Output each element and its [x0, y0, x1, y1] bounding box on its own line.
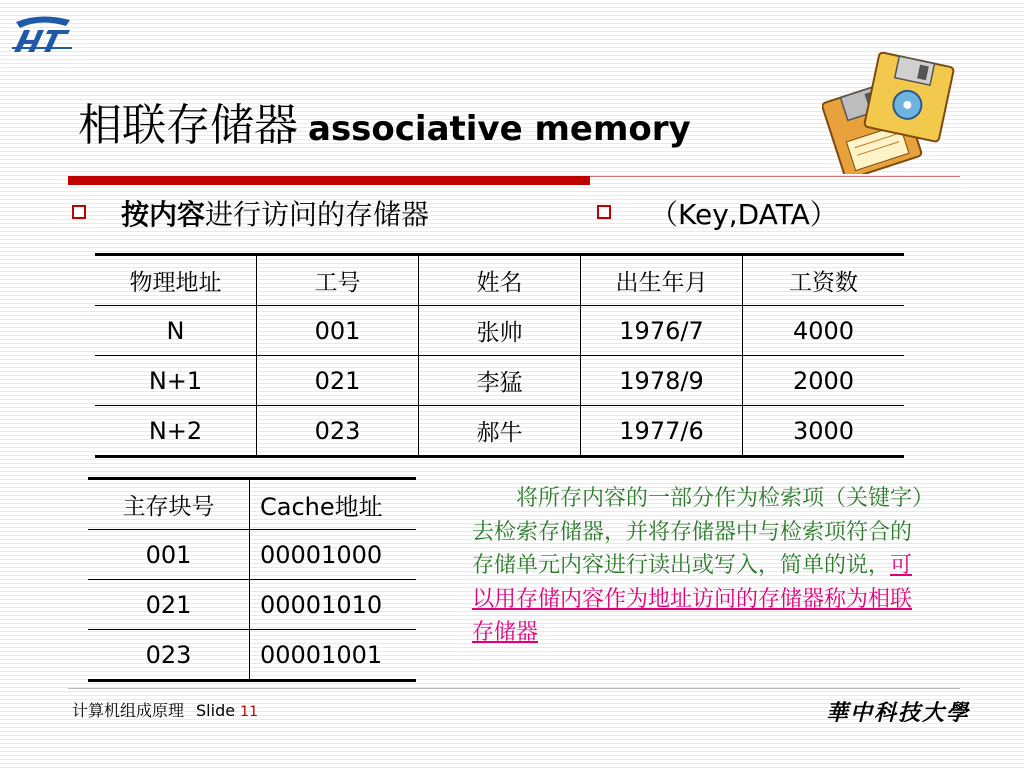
table-cell: 李猛: [419, 356, 581, 406]
cache-mapping-table: [88, 477, 416, 682]
table-header-cell: 物理地址: [95, 255, 257, 306]
footer-divider: [68, 688, 960, 689]
table-cell: 00001001: [250, 630, 417, 681]
table-header-cell: 工号: [257, 255, 419, 306]
hollow-square-bullet-icon: [597, 205, 611, 219]
university-name: 華中科技大學: [826, 700, 971, 726]
table-header-cell: 主存块号: [88, 479, 250, 530]
table-cell: 3000: [743, 406, 905, 457]
table-cell: 001: [88, 530, 250, 580]
title-en: associative memory: [308, 109, 691, 149]
table-cell: 1978/9: [581, 356, 743, 406]
table-header-cell: 姓名: [419, 255, 581, 306]
footer-left: [72, 698, 258, 721]
table-cell: 023: [88, 630, 250, 681]
floppy-disk-icon: [822, 52, 958, 174]
table-header-cell: 出生年月: [581, 255, 743, 306]
table-row: [88, 530, 416, 580]
course-name: 计算机组成原理: [72, 701, 185, 720]
paragraph-text: 将所存内容的一部分作为检索项（关键字）去检索存储器，并将存储器中与检索项符合的存储单元内容进行读出或写入，简单的说，: [472, 486, 924, 578]
table-cell: 郝牛: [419, 406, 581, 457]
table-header-cell: 工资数: [743, 255, 905, 306]
slide-number: 11: [240, 704, 258, 720]
page-title: [78, 100, 691, 151]
bullet-content-access: [121, 193, 429, 233]
table-row: [88, 630, 416, 681]
table-cell: N+1: [95, 356, 257, 406]
table-row: [95, 406, 904, 457]
table-cell: 张帅: [419, 306, 581, 356]
definition-link[interactable]: 可以用存储内容作为地址访问的存储器称为相联存储器: [472, 553, 913, 645]
definition-paragraph: [472, 482, 932, 650]
table-cell: 021: [257, 356, 419, 406]
table-row: [95, 306, 904, 356]
table-cell: 2000: [743, 356, 905, 406]
table-cell: 4000: [743, 306, 905, 356]
table-cell: 021: [88, 580, 250, 630]
table-cell: 001: [257, 306, 419, 356]
table-cell: N: [95, 306, 257, 356]
table-cell: 00001010: [250, 580, 417, 630]
table-cell: 023: [257, 406, 419, 457]
hollow-square-bullet-icon: [72, 205, 86, 219]
bullet-strong: 按内容: [121, 198, 206, 231]
table-cell: 00001000: [250, 530, 417, 580]
table-header-row: [95, 255, 904, 306]
bullet-key-data: （Key,DATA）: [650, 198, 838, 231]
table-header-cell: Cache地址: [250, 479, 417, 530]
hust-logo-icon: [10, 14, 76, 54]
table-row: [88, 580, 416, 630]
table-row: [95, 356, 904, 406]
bullet-rest: 进行访问的存储器: [205, 198, 430, 231]
slide-label: Slide: [196, 701, 236, 720]
title-cn: 相联存储器: [78, 100, 298, 151]
table-cell: 1977/6: [581, 406, 743, 457]
table-header-row: [88, 479, 416, 530]
title-underline-red: [68, 176, 590, 185]
table-cell: N+2: [95, 406, 257, 457]
table-cell: 1976/7: [581, 306, 743, 356]
employee-table: [95, 253, 904, 458]
